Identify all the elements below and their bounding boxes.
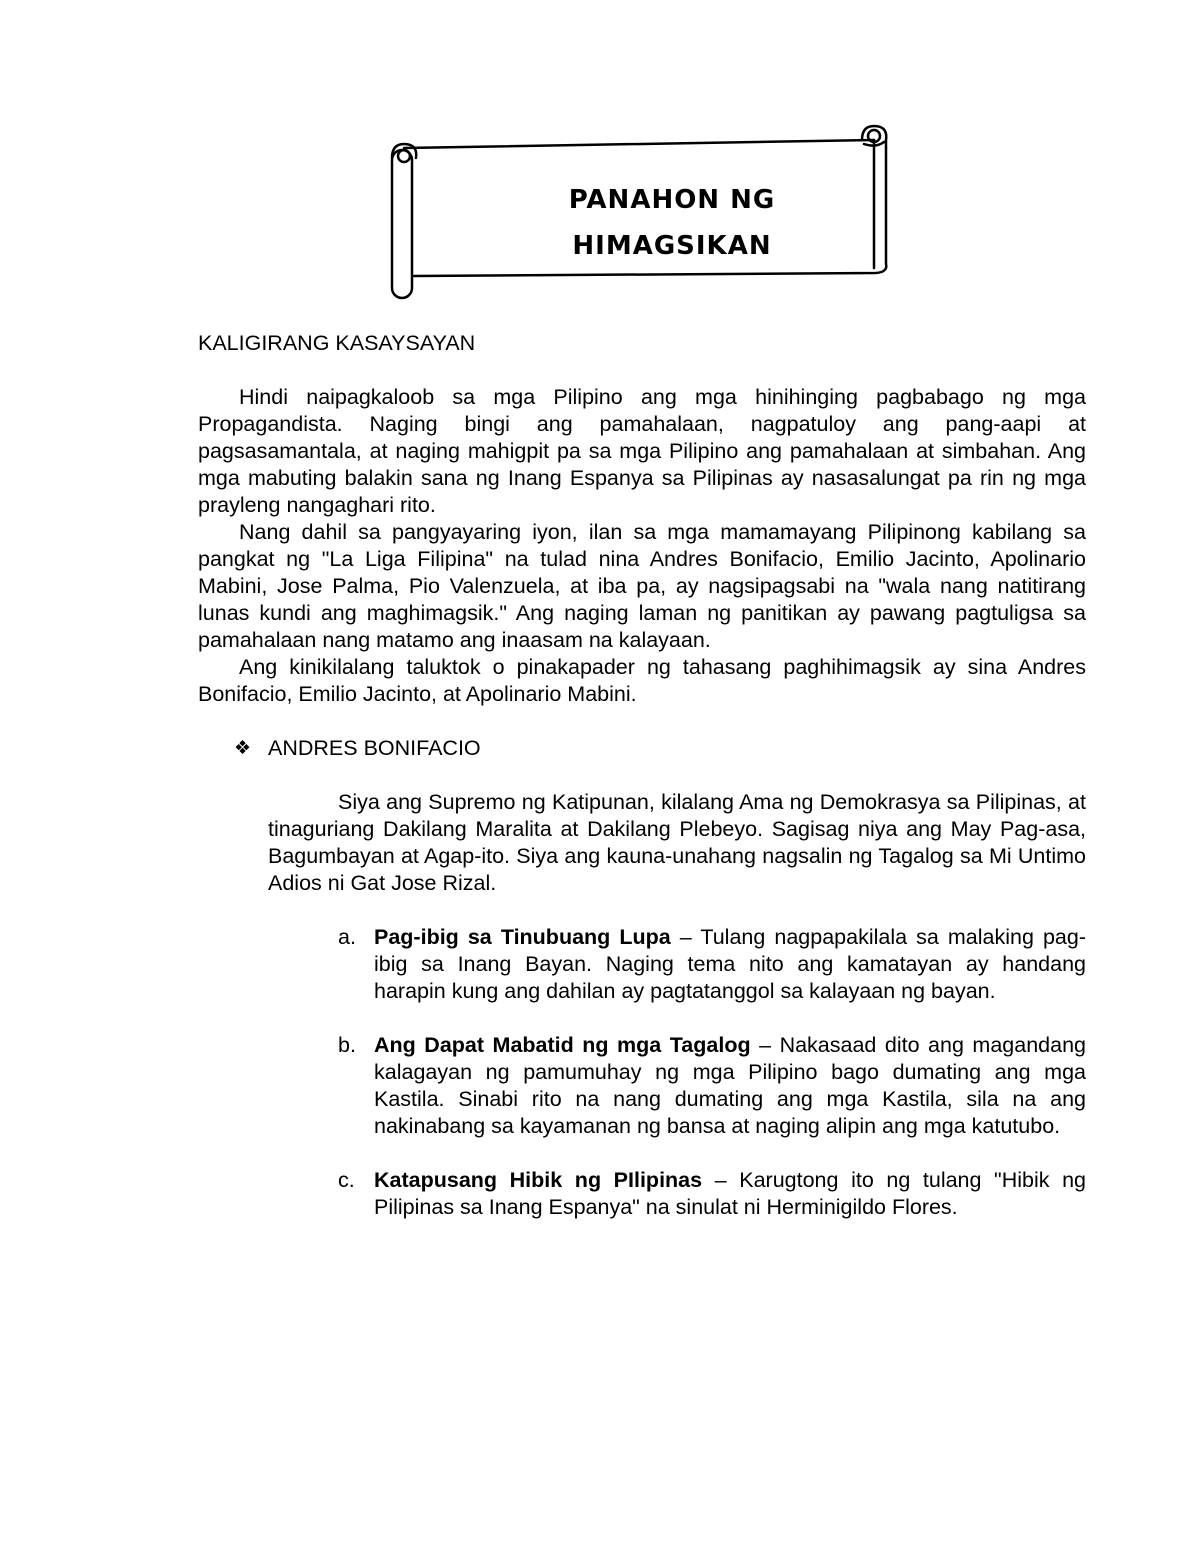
work-title: Pag-ibig sa Tinubuang Lupa xyxy=(374,925,671,949)
document-body xyxy=(198,330,1086,1248)
intro-paragraph-1: Hindi naipagkaloob sa mga Pilipino ang mga hinihinging pagbabago ng mga Propagandista. Naging bingi ang pamahalaan, nagpatuloy ang pang-aapi at pagsasamantala, at naging mahigpit pa sa mga Pilipino ang pamahalaan at simbahan. Ang mga mabuting balakin sana ng Inang Espanya sa Pilipinas ay nasasalungat pa rin ng mga prayleng nangaghari rito. xyxy=(198,385,1086,517)
list-item xyxy=(338,924,1086,1005)
intro-paragraph-3: Ang kinikilalang taluktok o pinakapader ng tahasang paghihimagsik ay sina Andres Bonifacio, Emilio Jacinto, at Apolinario Mabini. xyxy=(198,655,1086,706)
section-heading-kaligiran: KALIGIRANG KASAYSAYAN xyxy=(198,331,476,355)
bonifacio-heading: ANDRES BONIFACIO xyxy=(268,736,481,760)
list-item-letter: a. xyxy=(338,925,356,949)
works-list xyxy=(198,924,1086,1221)
list-item-letter: b. xyxy=(338,1033,356,1057)
work-title: Katapusang Hibik ng PIlipinas xyxy=(374,1168,703,1192)
work-title: Ang Dapat Mabatid ng mga Tagalog xyxy=(374,1033,751,1057)
bonifacio-heading-row xyxy=(198,735,1086,762)
diamond-bullet-icon: ❖ xyxy=(234,738,252,759)
banner-title-line-2: HIMAGSIKAN xyxy=(572,231,772,261)
work-description: – Nakasaad dito ang magandang kalagayan ng pamumuhay ng mga Pilipino bago dumating ang mga Kastila. Sinabi rito na nang dumating ang mga Kastila, sila na ang nakinabang sa kayamanan ng bansa at naging alipin ang mga katutubo. xyxy=(374,1033,1086,1138)
work-description: – Tulang nagpapakilala sa malaking pag-ibig sa Inang Bayan. Naging tema nito ang kamatayan ay handang harapin kung ang dahilan ay pagtatanggol sa kalayaan ng bayan. xyxy=(374,925,1086,1003)
intro-paragraph-2: Nang dahil sa pangyayaring iyon, ilan sa mga mamamayang Pilipinong kabilang sa pangkat ng "La Liga Filipina" na tulad nina Andres Bonifacio, Emilio Jacinto, Apolinario Mabini, Jose Palma, Pio Valenzuela, at iba pa, ay nagsipagsabi na "wala nang natitirang lunas kundi ang maghimagsik." Ang naging laman ng panitikan ay pawang pagtuligsa sa pamahalaan nang matamo ang inaasam na kalayaan. xyxy=(198,520,1086,652)
banner-title-line-1: PANAHON NG xyxy=(568,185,776,215)
title-scroll-banner xyxy=(386,118,894,308)
list-item xyxy=(338,1032,1086,1140)
list-item-letter: c. xyxy=(338,1168,355,1192)
work-description: – Karugtong ito ng tulang "Hibik ng Pilipinas sa Inang Espanya" na sinulat ni Herminigildo Flores. xyxy=(374,1168,1086,1219)
list-item xyxy=(338,1167,1086,1221)
bonifacio-bio: Siya ang Supremo ng Katipunan, kilalang Ama ng Demokrasya sa Pilipinas, at tinaguriang Dakilang Maralita at Dakilang Plebeyo. Sagisag niya ang May Pag-asa, Bagumbayan at Agap-ito. Siya ang kauna-unahang nagsalin ng Tagalog sa Mi Untimo Adios ni Gat Jose Rizal. xyxy=(268,790,1086,895)
